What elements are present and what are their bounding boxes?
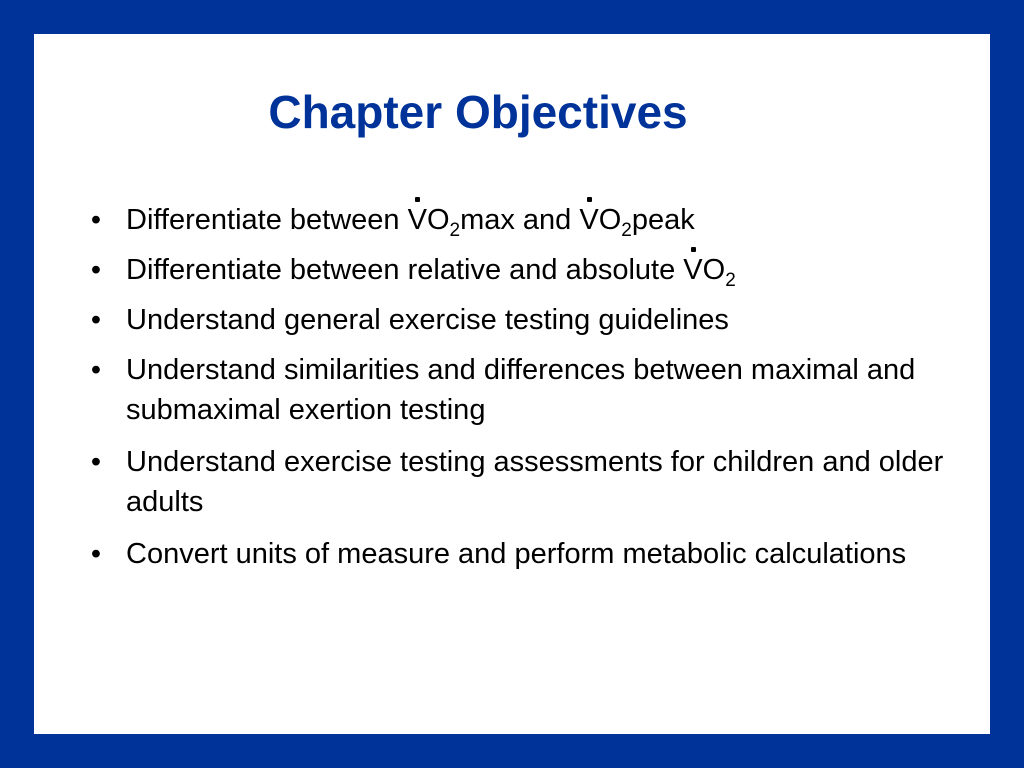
bullet-icon: • <box>90 204 102 236</box>
objectives-list <box>90 200 956 574</box>
list-item <box>90 350 956 430</box>
rate-dot-icon <box>691 247 696 252</box>
rate-dot-icon <box>415 197 420 202</box>
bullet-text: Differentiate between V $O_2\max$ and V $O_2peak$ <box>126 204 695 236</box>
bullet-text: Convert units of measure and perform metabolic calculations <box>126 538 907 570</box>
slide-title: Chapter Objectives <box>268 86 688 138</box>
list-item <box>90 300 956 340</box>
bullet-icon: • <box>90 254 102 286</box>
list-item <box>90 250 956 291</box>
bullet-text: Differentiate between relative and absolute V $O_2$ <box>126 254 736 286</box>
v-dot-symbol: V <box>683 250 702 290</box>
bullet-icon: • <box>90 304 102 336</box>
list-item <box>90 534 956 574</box>
bullet-icon: • <box>90 354 102 386</box>
list-item <box>90 442 956 522</box>
bullet-icon: • <box>90 538 102 570</box>
bullet-text: Understand exercise testing assessments for children and older adults <box>126 446 944 518</box>
bullet-icon: • <box>90 446 102 478</box>
rate-dot-icon <box>587 197 592 202</box>
v-dot-symbol: V <box>408 200 427 240</box>
bullet-text: Understand similarities and differences between maximal and submaximal exertion testing <box>126 354 916 426</box>
bullet-text: Understand general exercise testing guidelines <box>126 304 729 336</box>
list-item <box>90 200 956 241</box>
v-dot-symbol: V <box>579 200 598 240</box>
